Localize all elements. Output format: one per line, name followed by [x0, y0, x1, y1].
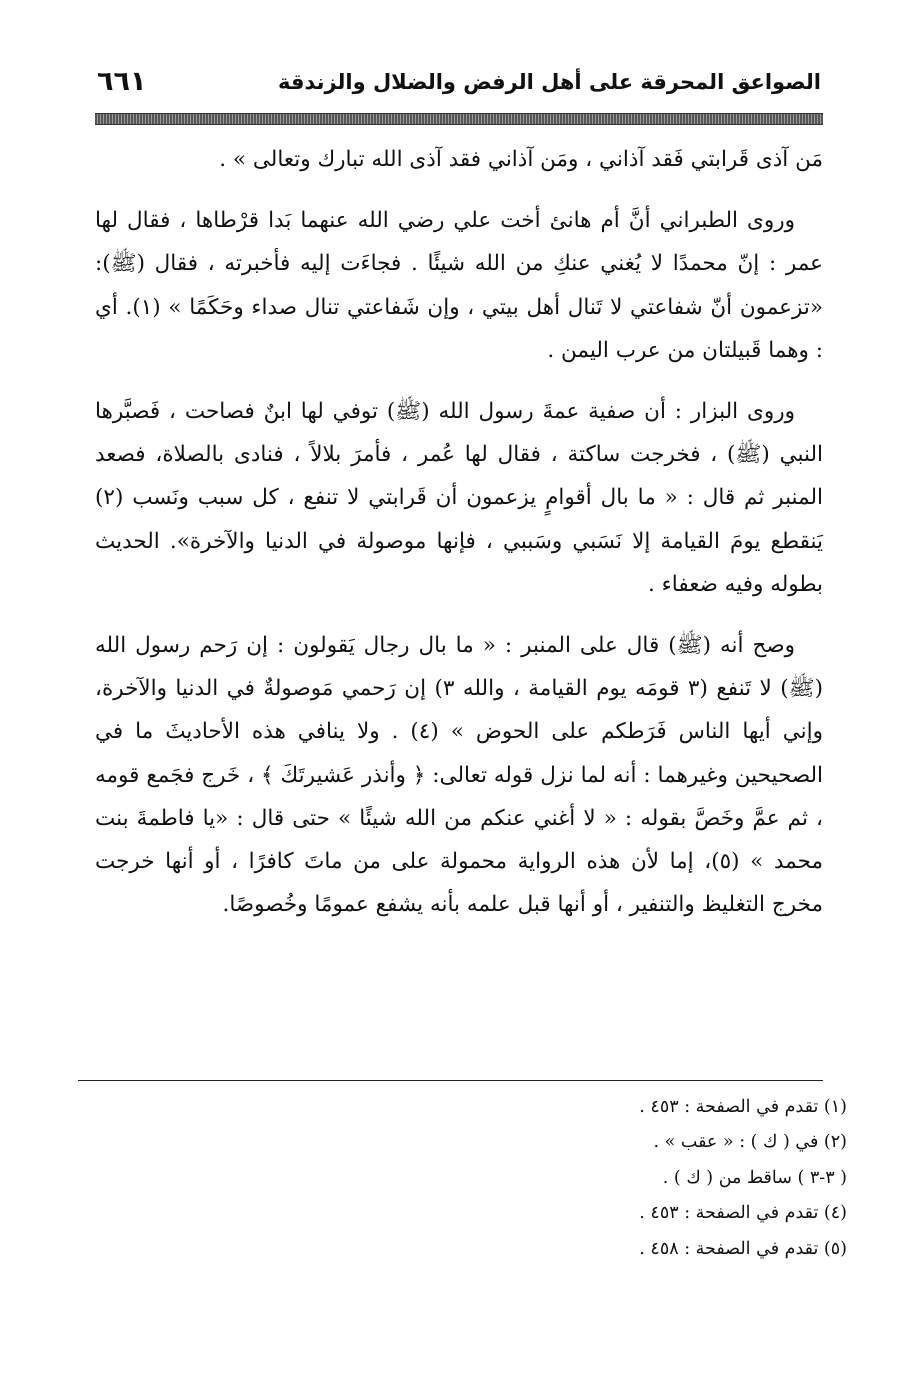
main-text [95, 138, 823, 926]
running-title: الصواعق المحرقة على أهل الرفض والضلال والزندقة [277, 70, 821, 94]
header-divider [95, 113, 823, 125]
page-number: ٦٦١ [97, 66, 147, 97]
footnotes [300, 1090, 847, 1267]
footnote: (٥) تقدم في الصفحة : ٤٥٨ . [639, 1238, 847, 1259]
paragraph: وصح أنه (ﷺ) قال على المنبر : « ما بال رجال يَقولون : إن رَحم رسول الله (ﷺ) لا تَنفع (٣ قومَه يوم القيامة ، والله ٣) إن رَحمي مَوصولةٌ في الدنيا والآخرة، وإني أيها الناس فَرَطكم على الحوض » (٤) . ولا ينافي هذه الأحاديثَ ما في الصحيحين وغيرهما : أنه لما نزل قوله تعالى: ﴿ وأنذر عَشيرتَكَ ﴾ ، خَرج فجَمع قومه ، ثم عمَّ وخَصَّ بقوله : « لا أغني عنكم من الله شيئًا » حتى قال : «يا فاطمةَ بنت محمد » (٥)، إما لأن هذه الرواية محمولة على من ماتَ كافرًا ، أو أنها خرجت مخرج التغليظ والتنفير ، أو أنها قبل علمه بأنه يشفع عمومًا وخُصوصًا. [95, 633, 824, 918]
page-header [95, 66, 821, 106]
paragraph: مَن آذى قَرابتي فَقد آذاني ، ومَن آذاني فقد آذى الله تبارك وتعالى » . [219, 147, 823, 172]
footnote: (٢) في ( ك ) : « عقب » . [653, 1132, 847, 1153]
footnote: (١) تقدم في الصفحة : ٤٥٣ . [639, 1097, 847, 1117]
footnote: ( ٣-٣ ) ساقط من ( ك ) . [662, 1167, 847, 1188]
paragraph: وروى البزار : أن صفية عمةَ رسول الله (ﷺ) توفي لها ابنٌ فصاحت ، فَصبَّرها النبي (ﷺ) ، فخرجت ساكتة ، فقال لها عُمر ، فأمرَ بلالاً ، فنادى بالصلاة، فصعد المنبر ثم قال : « ما بال أقوامٍ يزعمون أن قَرابتي لا تنفع ، كل سبب ونَسب (٢) يَنقطع يومَ القيامة إلا نَسَبي وسَببي ، فإنها موصولة في الدنيا والآخرة». الحديث بطوله وفيه ضعفاء . [95, 399, 823, 597]
footnote: (٤) تقدم في الصفحة : ٤٥٣ . [639, 1203, 847, 1224]
footnote-divider [78, 1080, 823, 1081]
paragraph: وروى الطبراني أنَّ أم هانئ أخت علي رضي الله عنهما بَدا قرْطاها ، فقال لها عمر : إنّ محمدًا لا يُغني عنكِ من الله شيئًا . فجاءَت إليه فأخبرته ، فقال (ﷺ): «تزعمون أنّ شفاعتي لا تَنال أهل بيتي ، وإن شَفاعتي تنال صداء وحَكَمًا » (١). أي : وهما قَبيلتان من عرب اليمن . [95, 208, 823, 363]
